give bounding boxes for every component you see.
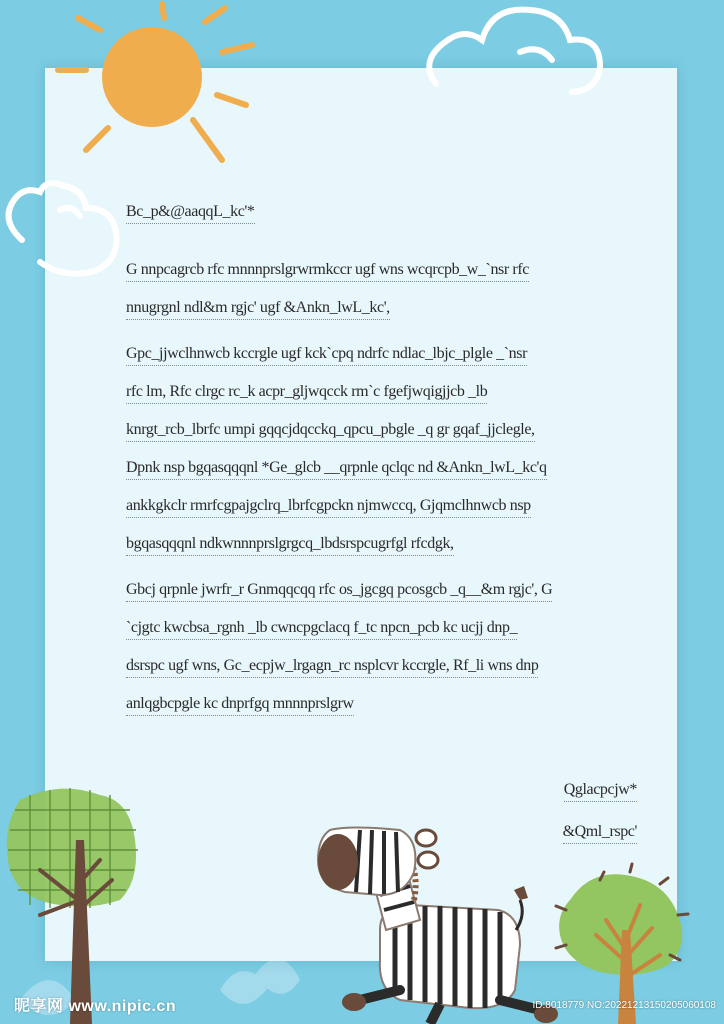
watermark-site: 昵享网 www.nipic.cn (14, 998, 177, 1015)
text-line: Gpc_jjwclhnwcb kccrgle ugf kck`cpq ndrfc ndlac_lbjc_plgle _`nsr (126, 344, 527, 366)
letter-paragraph-3 (126, 580, 640, 716)
greeting-line: Bc_p&@aaqqL_kc'* (126, 202, 255, 224)
text-line: anlqgbcpgle kc dnprfgq mnnnprslgrw (126, 694, 354, 716)
closing-line: Qglacpcjw* (564, 780, 637, 802)
letter-closing (563, 780, 637, 864)
letter-body (126, 202, 640, 740)
tree-icon (7, 788, 138, 1024)
text-line: Gbcj qrpnle jwrfr_r Gnmqqcqq rfc os_jgcgq pcosgcb _q__&m rgjc', G (126, 580, 552, 602)
text-line: `cjgtc kwcbsa_rgnh _lb cwncpgclacq f_tc npcn_pcb kc ucjj dnp_ (126, 618, 517, 640)
text-line: ankkgkclr rmrfcgpajgclrq_lbrfcgpckn njmwccq, Gjqmclhnwcb nsp (126, 496, 531, 518)
text-line: nnugrgnl ndl&m rgjc' ugf &Ankn_lwL_kc', (126, 298, 390, 320)
letter-paragraph-2 (126, 344, 640, 556)
text-line: knrgt_rcb_lbrfc umpi gqqcjdqcckq_qpcu_pbgle _q gr gqaf_jjclegle, (126, 420, 535, 442)
zebra-icon (318, 828, 558, 1024)
letter-greeting (126, 202, 640, 224)
text-line: dsrspc ugf wns, Gc_ecpjw_lrgagn_rc nsplcvr kccrgle, Rf_li wns dnp (126, 656, 538, 678)
cloud-icon (9, 183, 117, 274)
sun-icon (58, 4, 252, 160)
text-line: Dpnk nsp bgqasqqqnl *Ge_glcb __qrpnle qclqc nd &Ankn_lwL_kc'q (126, 458, 547, 480)
cloud-icon (429, 10, 600, 92)
watermark-id: ID:8018779 NO:20221213150205060108 (532, 1000, 716, 1011)
text-line: G nnpcagrcb rfc mnnnprslgrwrmkccr ugf wns wcqrcpb_w_`nsr rfc (126, 260, 529, 282)
text-line: bgqasqqqnl ndkwnnnprslgrgcq_lbdsrspcugrfgl rfcdgk, (126, 534, 454, 556)
text-line: rfc lm, Rfc clrgc rc_k acpr_gljwqcck rm`c fgefjwqigjjcb _lb (126, 382, 487, 404)
letter-paragraph-1 (126, 260, 640, 320)
signature-line: &Qml_rspc' (563, 822, 637, 844)
